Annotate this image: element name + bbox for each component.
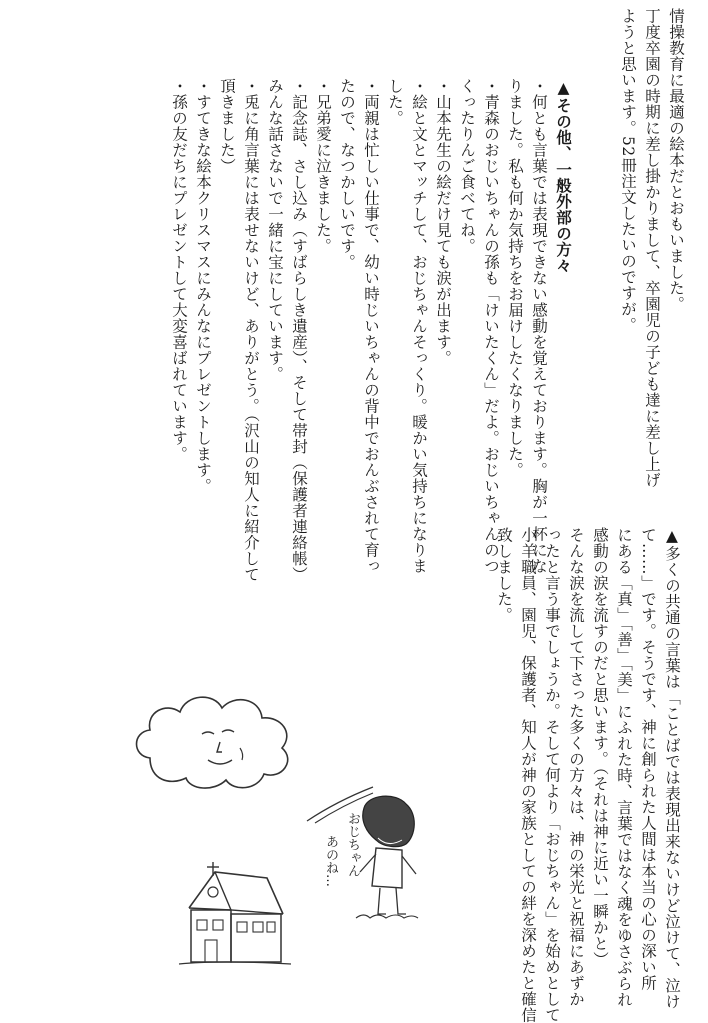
comment-line: 頂きました） [218, 78, 236, 174]
comment-line: ・青森のおじいちゃんの孫も「けいたくん」だよ。おじいちゃんのつ [482, 78, 500, 574]
text-line: そんな涙を流して下さった多くの方々は、神の栄光と祝福にあずか [567, 527, 585, 1007]
house-illustration [175, 858, 295, 973]
comment-line: ・両親は忙しい仕事で、幼い時じいちゃんの背中でおんぶされて育っ [362, 78, 380, 574]
comment-line: たので、なつかしいです。 [338, 78, 356, 270]
lower-reflection-text [492, 527, 684, 1023]
comment-line: みんな話さないで一緒に宝にしています。 [266, 78, 284, 382]
comment-line: ・兄弟愛に泣きました。 [314, 78, 332, 254]
comment-line: ・何とも言葉では表現できない感動を覚えております。胸が一杯にな [530, 78, 548, 574]
text-line: ったと言う事でしょうか。そして何より「おじちゃん」を始めとして [543, 527, 561, 1023]
comment-line: りました。私も何か気持ちをお届けしたくなりました。 [506, 78, 524, 478]
text-line: ようと思います。52冊注文したいのですが。 [619, 8, 637, 333]
section-heading: ▲その他、一般外部の方々 [554, 78, 573, 274]
text-line: ▲多くの共通の言葉は「ことばでは表現出来ないけど泣けて、泣け [663, 527, 681, 1010]
text-line: て……」です。そうです、神に創られた人間は本当の心の深い所 [639, 527, 657, 991]
comment-line: した。 [386, 78, 404, 126]
text-line: 感動の涙を流すのだと思います。（それは神に近い一瞬かと） [591, 527, 609, 968]
text-line: 致しました。 [495, 527, 513, 623]
cloud-face-illustration [130, 688, 300, 793]
handwritten-anone: あのね… [323, 835, 338, 887]
comment-line: ・兎に角言葉には表せないけど、ありがとう。（沢山の知人に紹介して [242, 78, 260, 583]
comment-line: ・山本先生の絵だけ見ても涙が出ます。 [434, 78, 452, 366]
comment-line: ・孫の友だちにプレゼントして大変喜ばれています。 [170, 78, 188, 462]
text-line: 情操教育に最適の絵本だとおもいました。 [667, 8, 685, 312]
handwritten-ojichan: おじちゃん [345, 812, 360, 877]
text-line: 丁度卒園の時期に差し掛かりまして、卒園児の子ども達に差し上げ [643, 8, 661, 488]
comment-line: ・絵と文とマッチして、おじちゃんそっくり。暖かい気持ちになりま [410, 78, 428, 574]
comment-line: くったりんご食べてね。 [458, 78, 476, 254]
text-line: 小羊職員、園児、保護者、知人が神の家族としての絆を深めたと確信 [519, 527, 537, 1023]
text-line: にある「真」「善」「美」にふれた時、言葉ではなく魂をゆさぶられ [615, 527, 633, 1008]
upper-intro-text [616, 8, 688, 488]
comment-line: ・記念誌、さし込み（すばらしき遺産）、そして帯封（保護者連絡帳） [290, 78, 308, 583]
comment-line: ・すてきな絵本クリスマスにみんなにプレゼントします。 [194, 78, 212, 494]
